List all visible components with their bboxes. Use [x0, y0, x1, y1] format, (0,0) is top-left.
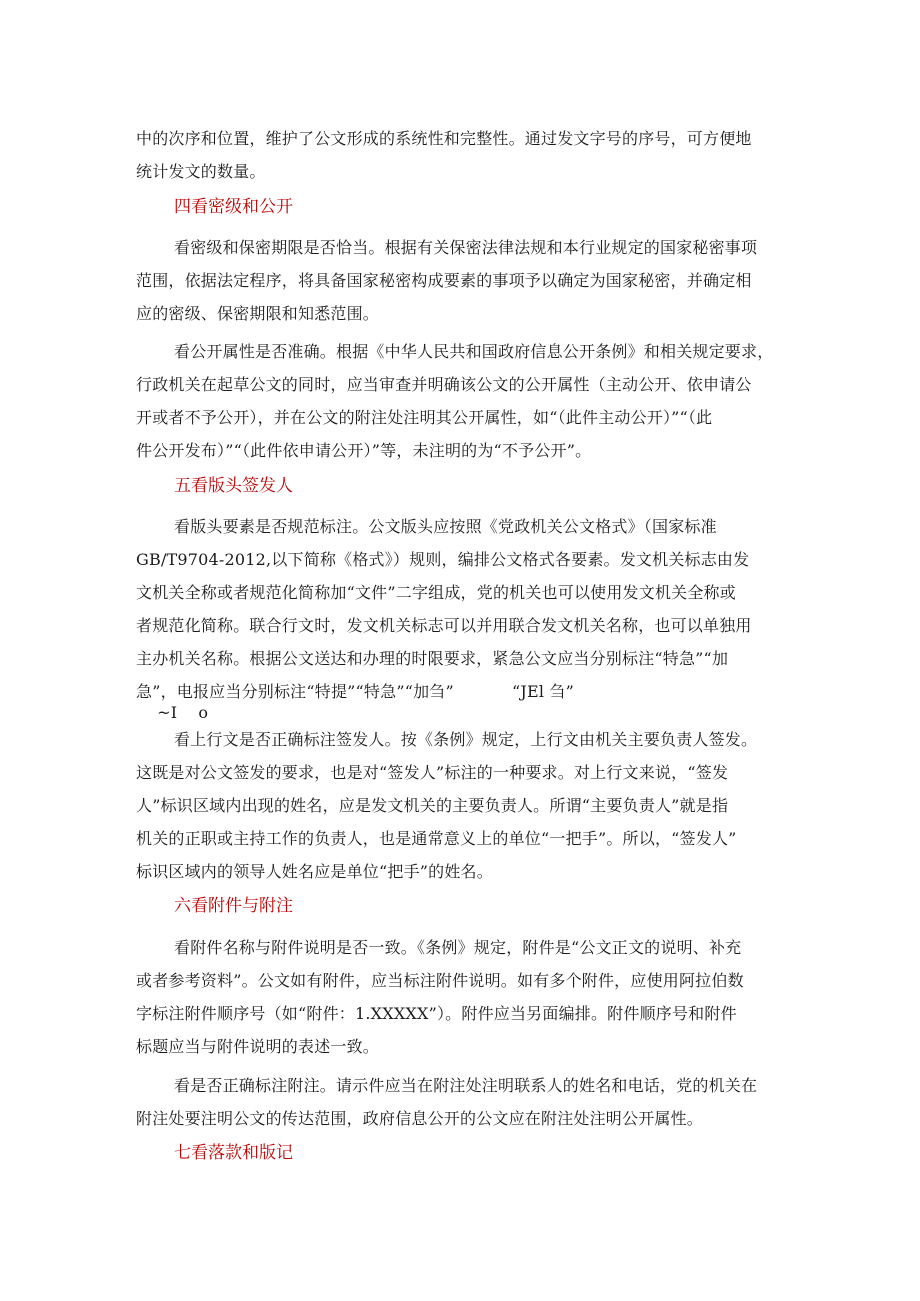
text-line: 件公开发布）”“（此件依申请公开）”等，未注明的为“不予公开”。	[136, 441, 592, 460]
paragraph-attachments	[136, 931, 796, 1063]
paragraph-public-attribute	[136, 335, 796, 467]
text-line: 机关的正职或主持工作的负责人，也是通常意义上的单位“一把手”。所以，“签发人”	[136, 829, 737, 848]
text-line: 标识区域内的领导人姓名应是单位“把手”的姓名。	[136, 862, 493, 881]
paragraph-signer	[136, 723, 796, 888]
text-line: 看是否正确标注附注。请示件应当在附注处注明联系人的姓名和电话，党的机关在	[174, 1076, 758, 1095]
text-line: 急”，电报应当分别标注“特提”“特急”“加刍” “JEl 刍”	[136, 682, 575, 701]
text-line: 范围，依据法定程序，将具备国家秘密构成要素的事项予以确定为国家秘密，并确定相	[136, 271, 752, 290]
text-line: 看上行文是否正确标注签发人。按《条例》规定，上行文由机关主要负责人签发。	[174, 730, 758, 749]
text-line: 文机关全称或者规范化简称加“文件”二字组成，党的机关也可以使用发文机关全称或	[136, 583, 736, 602]
section-heading-5: 五看版头签发人	[174, 476, 293, 496]
text-line: 应的密级、保密期限和知悉范围。	[136, 304, 380, 323]
section-heading-6: 六看附件与附注	[174, 896, 293, 916]
paragraph-notes	[136, 1069, 796, 1135]
text-line: 看版头要素是否规范标注。公文版头应按照《党政机关公文格式》（国家标准	[174, 517, 717, 536]
text-line: GB/T9704-2012,以下简称《格式》）规则，编排公文格式各要素。发文机关标志由发	[136, 550, 750, 569]
paragraph-secret-level	[136, 231, 796, 330]
section-heading-4: 四看密级和公开	[174, 197, 293, 217]
text-line: 看公开属性是否准确。根据《中华人民共和国政府信息公开条例》和相关规定要求，	[174, 342, 774, 361]
text-line: 看附件名称与附件说明是否一致。《条例》规定，附件是“公文正文的说明、补充	[174, 938, 742, 957]
text-line: 看密级和保密期限是否恰当。根据有关保密法律法规和本行业规定的国家秘密事项	[174, 238, 758, 257]
paragraph-continuation	[136, 122, 796, 188]
text-line: 人”标识区域内出现的姓名，应是发文机关的主要负责人。所谓“主要负责人”就是指	[136, 796, 729, 815]
text-line: 附注处要注明公文的传达范围，政府信息公开的公文应在附注处注明公开属性。	[136, 1109, 704, 1128]
text-line: 标题应当与附件说明的表述一致。	[136, 1037, 380, 1056]
text-line: 这既是对公文签发的要求，也是对“签发人”标注的一种要求。对上行文来说，“签发	[136, 763, 729, 782]
text-line: 字标注附件顺序号（如“附件：1.XXXXX”）。附件应当另面编排。附件顺序号和附件	[136, 1004, 737, 1023]
text-line: 统计发文的数量。	[136, 162, 266, 181]
paragraph-header-elements	[136, 510, 796, 724]
text-line: 中的次序和位置，维护了公文形成的系统性和完整性。通过发文字号的序号，可方便地	[136, 129, 752, 148]
text-line: 行政机关在起草公文的同时，应当审查并明确该公文的公开属性（主动公开、依申请公	[136, 375, 752, 394]
text-line: 者规范化简称。联合行文时，发文机关标志可以并用联合发文机关名称，也可以单独用	[136, 616, 752, 635]
text-line: 主办机关名称。根据公文送达和办理的时限要求，紧急公文应当分别标注“特急”“加	[136, 649, 729, 668]
section-heading-7: 七看落款和版记	[174, 1143, 293, 1163]
text-line: ~I o	[136, 703, 209, 722]
text-line: 开或者不予公开），并在公文的附注处注明其公开属性，如“（此件主动公开）”“（此	[136, 408, 713, 427]
text-line: 或者参考资料”。公文如有附件，应当标注附件说明。如有多个附件，应使用阿拉伯数	[136, 971, 744, 990]
